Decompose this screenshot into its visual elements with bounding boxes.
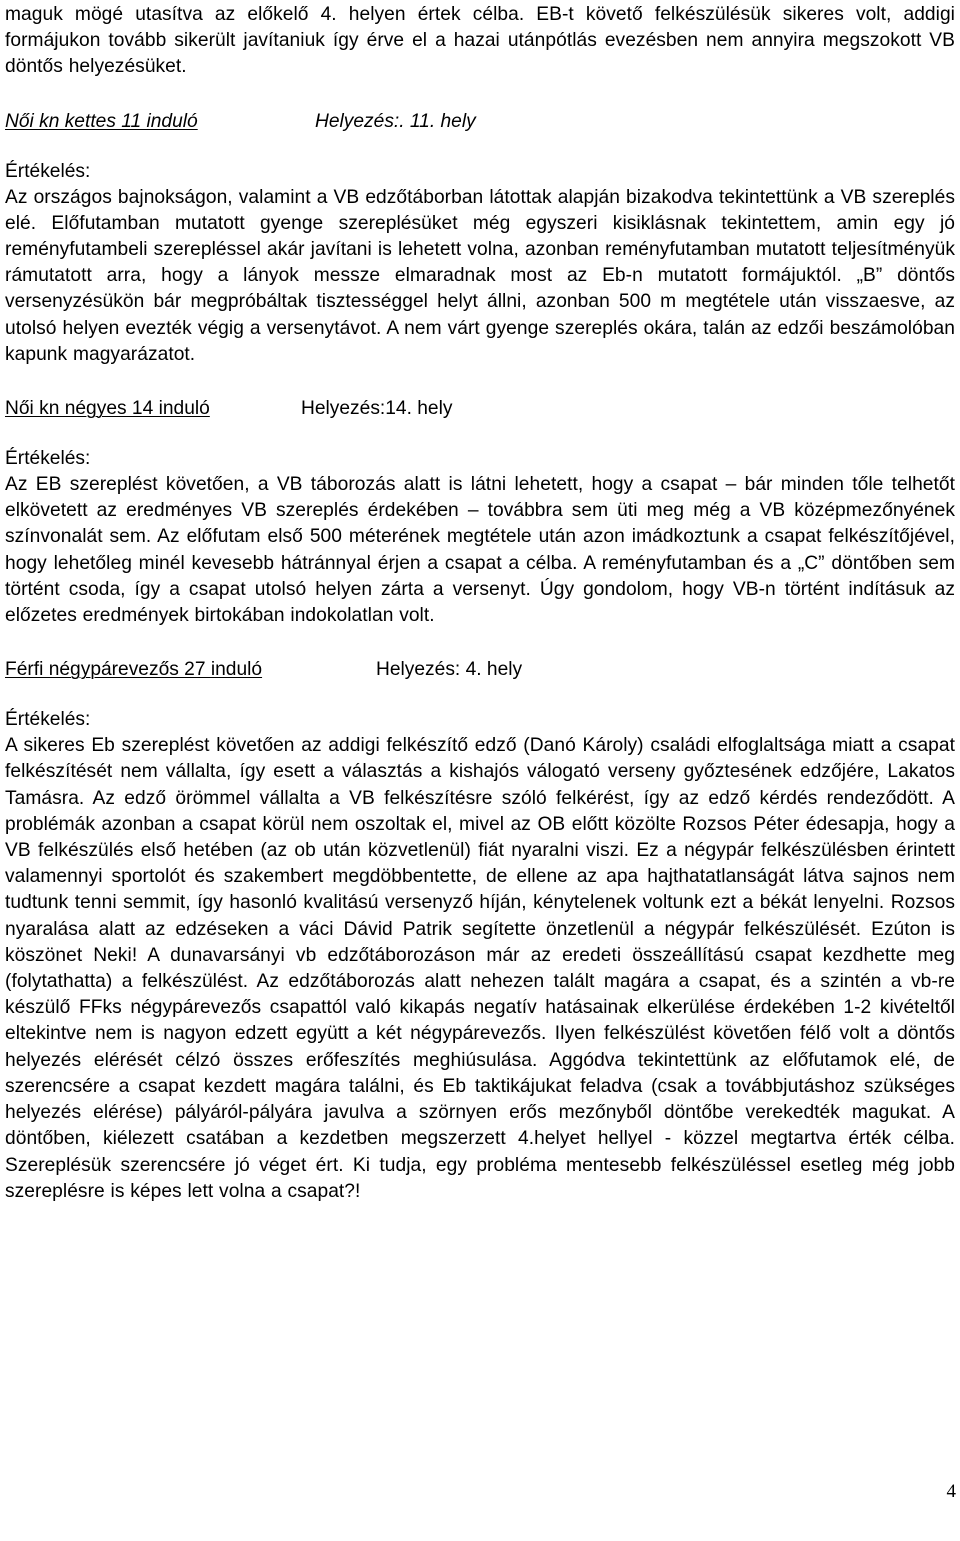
section-heading	[5, 109, 955, 135]
evaluation-label: Értékelés:	[5, 709, 91, 731]
intro-paragraph: maguk mögé utasítva az előkelő 4. helyen értek célba. EB-t követő felkészülésük sikeres volt, addigi formájukon tovább sikerült javítaniuk így érve el a hazai utánpótlás evezésben nem annyira megszokott VB döntős helyezésüket.	[5, 4, 955, 78]
page-number: 4	[946, 1481, 956, 1502]
section-ferfi-negyparevezos	[5, 657, 955, 1205]
spacer	[5, 629, 955, 657]
section-noi-kn-negyes	[5, 396, 955, 629]
placement: Helyezés:14. hely	[301, 398, 453, 420]
spacer	[5, 135, 955, 159]
placement: Helyezés: 4. hely	[376, 659, 523, 681]
section-heading	[5, 396, 955, 422]
spacer	[5, 683, 955, 707]
placement: Helyezés:. 11. hely	[315, 110, 476, 132]
event-title: Férfi négypárevezős 27 induló	[5, 659, 263, 681]
spacer	[5, 368, 955, 396]
evaluation-text: A sikeres Eb szereplést követően az addigi felkészítő edző (Danó Károly) családi elfoglaltsága miatt a csapat felkészítését nem vállalta, így esett a választás a kishajós válogató verseny győztesének edzőjére, Lakatos Tamásra. Az edző örömmel vállalta a VB felkészítésre szóló felkérést, így az edző kérdés rendeződött. A problémák azonban a csapat körül nem oszoltak el, mivel az OB előtt közölte Rozsos Péter édesapja, hogy a VB felkészülés első hetében (az ob után közvetlenül) fiát nyaralni viszi. Ez a négypár felkészülésben érintett valamennyi sportolót és szakembert megdöbbentette, de ellene az apa hajthatatlanságát látva sajnos nem tudtunk tenni semmit, így hasonló kvalitású versenyző híján, kénytelenek voltunk ezt a békát lenyelni. Rozsos nyaralása alatt az edzéseken a váci Dávid Patrik segítette önzetlenül a négypár felkészülését. Ezúton is köszönet Neki! A dunavarsányi vb edzőtáborozáson már az eredeti összeállítású csapat kezdhette meg (folytathatta) a felkészülést. Az edzőtáborozás alatt nehezen talált magára a csapat, és a szintén a vb-re készülő FFks négypárevezős csapattól való kikapás negatív hatásainak elkerülése érdekében 1-2 kivételtől eltekintve nem is nagyon edzett együtt a két négypárevezős. Ilyen felkészülést követően félő volt a döntős helyezés elérését célzó összes erőfeszítés meghiúsulása. Aggódva tekintettünk az előfutamok elé, de szerencsére a csapat kezdett magára találni, és Eb taktikájukat feladva (csak a továbbjutáshoz szükséges helyezés elérése) pályáról-pályára javulva a szörnyen erős mezőnyből döntőbe verekedték magukat. A döntőben, kiélezett csatában a kezdetben megszerzett 4.helyet hellyel - közzel megtartva érték célba. Szereplésük szerencsére jó véget ért. Ki tudja, egy probléma mentesebb felkészüléssel esetleg még jobb szereplésre is képes lett volna a csapat?!	[5, 735, 955, 1202]
document-page	[5, 0, 955, 1205]
event-title: Női kn négyes 14 induló	[5, 398, 210, 420]
section-heading	[5, 657, 955, 683]
section-noi-kn-kettes	[5, 109, 955, 368]
evaluation-text: Az EB szereplést követően, a VB táborozás alatt is látni lehetett, hogy a csapat – bár minden tőle telhetőt elkövetett az eredményes VB szereplés érdekében – továbbra sem üti meg még a VB középmezőnyének színvonalát sem. Az előfutam első 500 méterének megtétele után azon imádkoztunk a csapat felkészítőjével, hogy lehetőleg minél kevesebb hátránnyal érjen a csapat a célba. A reményfutamban és a „C” döntőben sem történt csoda, így a csapat utolsó helyen zárta a versenyt. Úgy gondolom, hogy VB-n történt indításuk az előzetes eredmények birtokában indokolatlan volt.	[5, 474, 955, 627]
event-title: Női kn kettes 11 induló	[5, 110, 198, 132]
evaluation-label: Értékelés:	[5, 160, 91, 182]
spacer	[5, 422, 955, 446]
evaluation-text: Az országos bajnokságon, valamint a VB edzőtáborban látottak alapján bizakodva tekintettünk a VB szereplés elé. Előfutamban mutatott gyenge szereplésüket még egyszeri kisiklásnak tekintettem, amin egy jó reményfutambeli szerepléssel akár javítani is lehetett volna, azonban reményfutamban mutatott teljesítményük rámutatott arra, hogy a lányok messze elmaradnak most az Eb-n mutatott formájuktól. „B” döntős versenyzésükön bár megpróbáltak tisztességgel helyt állni, azonban 500 m megtétele után visszaesve, az utolsó helyen evezték végig a versenytávot. A nem várt gyenge szereplés okára, talán az edzői beszámolóban kapunk magyarázatot.	[5, 186, 955, 365]
spacer	[5, 81, 955, 109]
evaluation-label: Értékelés:	[5, 448, 91, 470]
